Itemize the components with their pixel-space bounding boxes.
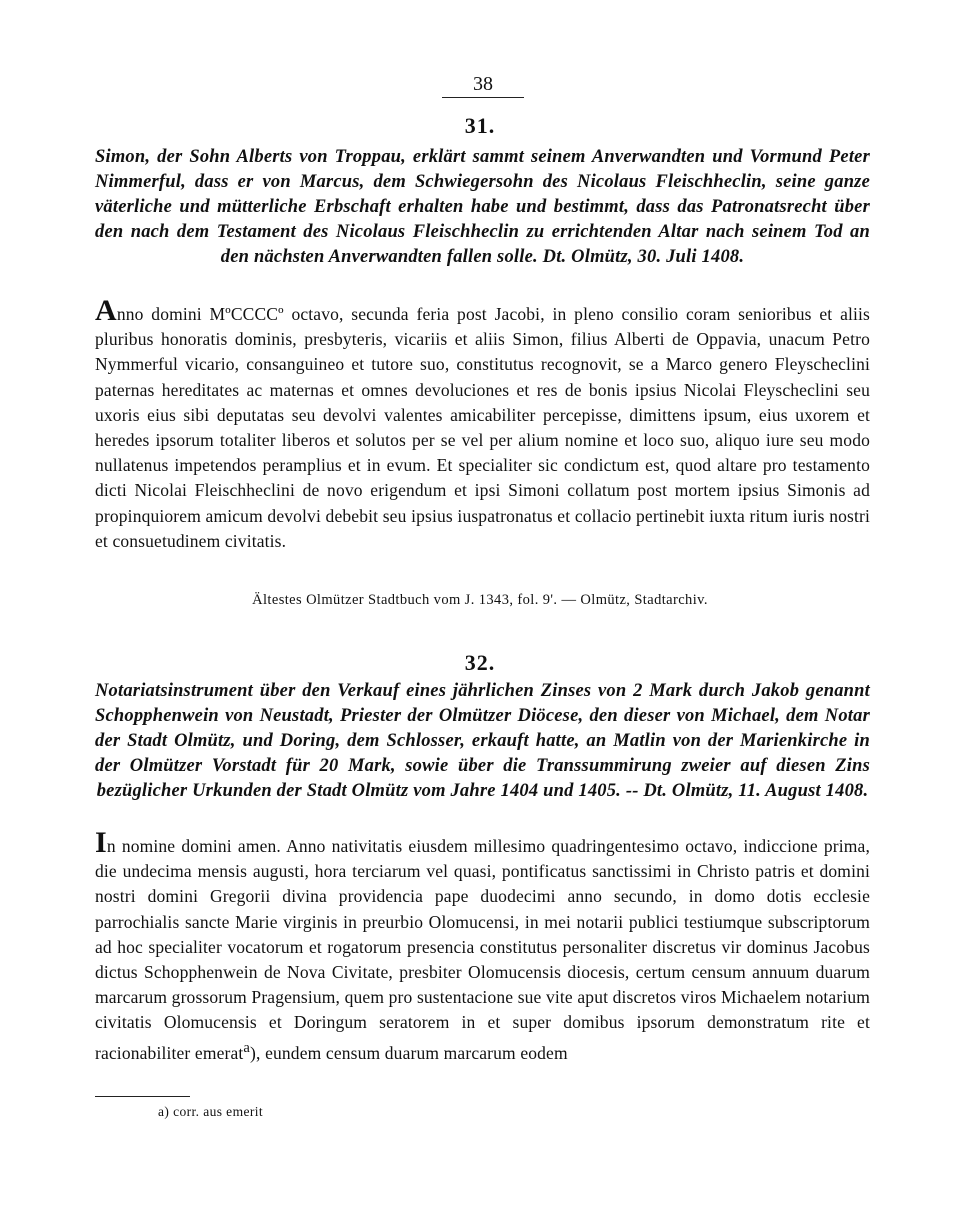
footnote: a) corr. aus emerit bbox=[158, 1104, 264, 1119]
source-citation-31: Ältestes Olmützer Stadtbuch vom J. 1343, fol. 9'. — Olmütz, Stadtarchiv. bbox=[252, 592, 708, 608]
document-number-31: 31. bbox=[464, 113, 496, 138]
regest-32: Notariatsinstrument über den Verkauf eines jährlichen Zinses von 2 Mark durch Jakob genannt Schopphenwein von Neustadt, Priester der Olmützer Diöcese, den dieser von Michael, dem Notar der Stadt Olmütz, und Doring, dem Schlosser, erkauft hatte, an Matlin von der Marienkirche in der Olmützer Vorstadt für 20 Mark, sowie über die Transsummirung zweier auf diesen Zins bezüglicher Urkunden der Stadt Olmütz vom Jahre 1404 und 1405. -- Dt. Olmütz, 11. August 1408. bbox=[95, 681, 870, 801]
document-number-32: 32. bbox=[464, 650, 496, 675]
footnote-marker: a bbox=[243, 1039, 251, 1056]
footnote-rule bbox=[95, 1096, 190, 1097]
header-rule bbox=[442, 97, 524, 98]
initial-letter: A bbox=[95, 294, 117, 327]
document-text-32-continuation: ), eundem censum duarum marcarum eodem bbox=[250, 1042, 568, 1063]
initial-letter: I bbox=[95, 826, 107, 859]
page-number: 38 bbox=[473, 73, 493, 95]
regest-31: Simon, der Sohn Alberts von Troppau, erklärt sammt seinem Anverwandten und Vormund Peter Nimmerful, dass er von Marcus, dem Schwiegersohn des Nicolaus Fleischheclin, seine ganze väterliche und mütterliche Erbschaft erhalten habe und bestimmt, dass das Patronatsrecht über den nach dem Testament des Nicolaus Fleischheclin zu errichtenden Altar nach seinem Tod an den nächsten Anverwandten fallen solle. Dt. Olmütz, 30. Juli 1408. bbox=[95, 147, 870, 267]
document-text-31 bbox=[95, 294, 870, 554]
document-text-32-body: n nomine domini amen. Anno nativitatis eiusdem millesimo quadringentesimo octavo, indiccione prima, die undecima mensis augusti, hora terciarum vel quasi, pontificatus sanctissimi in Christo patris et domini nostri domini Gregorii divina providencia pape duodecimi anno secundo, in domo dotis ecclesie parrochialis sancte Marie virginis in preurbio Olomucensi, in mei notarii publici testiumque subscriptorum ad hoc specialiter vocatorum et rogatorum presencia constitutus personaliter discretus vir dominus Jacobus dictus Schopphenwein de Nova Civitate, presbiter Olomucensis diocesis, certum censum annuum duarum marcarum grossorum Pragensium, quem pro sustentacione sue vite aput discretos viros Michaelem notarium civitatis Olomucensis et Doringum seratorem in et super domibus ipsorum demonstratum rite et racionabiliter emerat bbox=[95, 836, 870, 1063]
document-text-31-body: nno domini MºCCCCº octavo, secunda feria post Jacobi, in pleno consilio coram senioribus et aliis pluribus honoratis dominis, presbyteris, vicariis et aliis Simon, filius Alberti de Oppavia, unacum Petro Nymmerful vicario, consanguineo et tutore suo, constitutus recognovit, se a Marco genero Fleyscheclini paternas hereditates ac maternas et omnes devoluciones et res de bonis ipsius Nicolai Fleyscheclini seu uxoris eius sibi deputatas seu devolvi valentes amicabiliter percepisse, dimittens ipsum, eius uxorem et heredes ipsorum totaliter liberos et solutos per se vel per alium nomine et loco suo, aliquo iure seu modo nullatenus impetendos peramplius et in evum. Et specialiter sic condictum est, quod altare pro testamento dicti Nicolai Fleischheclini de novo erigendum et ipsi Simoni collatum post mortem ipsius Simonis ad propinquiorem amicum devolvi debebit seu ipsius iuspatronatus et collacio pertinebit iuxta ritum iuris nostri et consuetudinem civitatis. bbox=[95, 304, 870, 551]
document-text-32 bbox=[95, 826, 870, 1066]
